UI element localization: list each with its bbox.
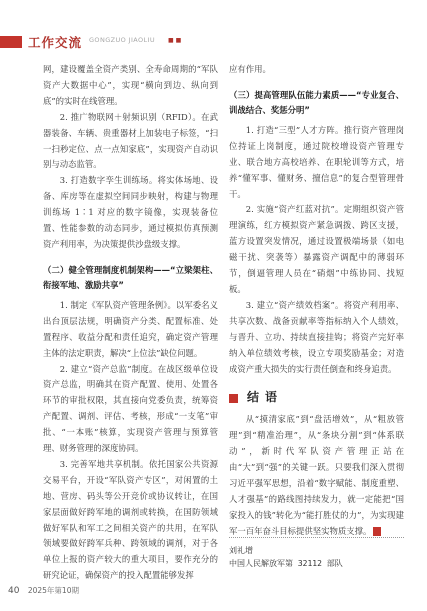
author-block bbox=[229, 537, 404, 570]
end-mark-icon: G bbox=[373, 527, 381, 536]
paragraph: 2. 推广物联网＋射频识别（RFID）。在武器装备、车辆、贵重器材上加装电子标签，“扫一扫秒定位、点一点知家底”，实现资产自动识别与动态监管。 bbox=[43, 111, 218, 170]
author-unit: 中国人民解放军第 32112 部队 bbox=[229, 559, 343, 568]
paragraph: 2. 实施“资产红蓝对抗”。定期组织资产管理演练，红方模拟资产紧急调拨、跨区支援，蓝方设置突发情况，通过设置极端场景（如电磁干扰、突袭等）暴露资产调配中的薄弱环节，倒逼管理人员在“硝烟”中练协同、找短板。 bbox=[229, 204, 404, 294]
paragraph: 1. 打造“三型”人才方阵。推行资产管理岗位持证上岗制度，通过院校增设资产管理专业、联合地方高校培养、在职轮训等方式，培养“懂军事、懂财务、擅信息”的复合型管理骨干。 bbox=[229, 124, 404, 199]
author-name: 刘礼增 bbox=[229, 546, 253, 555]
left-column bbox=[43, 62, 218, 584]
page-footer bbox=[8, 585, 79, 596]
paragraph: 3. 建立“资产绩效档案”。将资产利用率、共享次数、战备贡献率等指标纳入个人绩效，与晋升、立功、持续直接挂钩；将资产完好率纳入单位绩效考核，设立专项奖励基金；对造成资产重大损失的实行责任倒查和终身追责。 bbox=[229, 299, 404, 374]
paragraph: 应有作用。 bbox=[229, 64, 271, 74]
conclusion-title: 结语 bbox=[247, 390, 284, 405]
conclusion-heading bbox=[229, 390, 404, 406]
paragraph bbox=[229, 412, 404, 539]
paragraph: 2. 建立“资产总监”制度。在战区级单位设资产总监，明确其在资产配置、使用、处置各环节的审批权限，其直接向党委负责，统筹资产配置、调剂、评估、考核，形成“一支笔”审批、“一本账”核算，实现资产管理与预算管理、财务管理的深度协同。 bbox=[43, 363, 218, 454]
paragraph: 网，建设覆盖全资产类别、全寿命周期的“军队资产大数据中心”，实现“横向到边、纵向到底”的实时在线管理。 bbox=[43, 64, 218, 106]
right-column bbox=[229, 62, 404, 540]
section-title-pinyin: GONGZUO JIAOLIU bbox=[89, 36, 156, 44]
header-accent-bar bbox=[0, 36, 22, 48]
subheading: （二）健全管理制度机制架构——“立梁架柱、衔接军地、激励共享” bbox=[43, 264, 218, 291]
issue-label: 2025年第10期 bbox=[27, 586, 79, 595]
page-number: 40 bbox=[8, 586, 20, 596]
paragraph: 3. 打造数字孪生训练场。将实体场地、设备、库房等在虚拟空间同步映射，构建与物理训练场 1∶1 对应的数字镜像，实现装备位置、性能参数的动态同步，通过模拟仿真预测资产利用率，为决策提供沙盘级支撑。 bbox=[43, 175, 218, 249]
conclusion-text: 从“摸清家底”到“盘活增效”，从“粗放管理”到“精准治理”，从“条块分割”到“体系联动”，新时代军队资产管理正站在由“大”到“强”的关键一跃。只要我们深入贯彻习近平强军思想，沿着“数字赋能、制度重塑、人才强基”的路线图持续发力，就一定能把“国家投入的钱”转化为“能打胜仗的力”，为实现建军一百年奋斗目标提供坚实物质支撑。 bbox=[229, 414, 404, 536]
paragraph: 3. 完善军地共享机制。依托国家公共资源交易平台，开设“军队资产专区”，对闲置的土地、营房、码头等公开竞价或协议转让，在国家层面做好跨军地的调剂或转换，在国防领域做好军队和军工之间相关资产的共用，在军队领域要做好跨军兵种、跨领域的调剂，对于各单位上报的资产较大的重大项目，要作充分的研究论证，确保资产的投入配置能够发挥 bbox=[43, 458, 218, 581]
section-title: 工作交流 bbox=[28, 35, 83, 50]
section-square-icon bbox=[229, 394, 238, 403]
page-header bbox=[0, 0, 427, 52]
header-dots-icon: ■ ■ bbox=[168, 37, 182, 44]
subheading: （三）提高管理队伍能力素质——“专业复合、训战结合、奖惩分明” bbox=[229, 89, 404, 116]
paragraph: 1. 制定《军队资产管理条例》。以军委名义出台顶层法规，明确资产分类、配置标准、处置程序、收益分配和责任追究，确定资产管理主体的法定职责，解决“上位法”缺位问题。 bbox=[43, 299, 218, 358]
